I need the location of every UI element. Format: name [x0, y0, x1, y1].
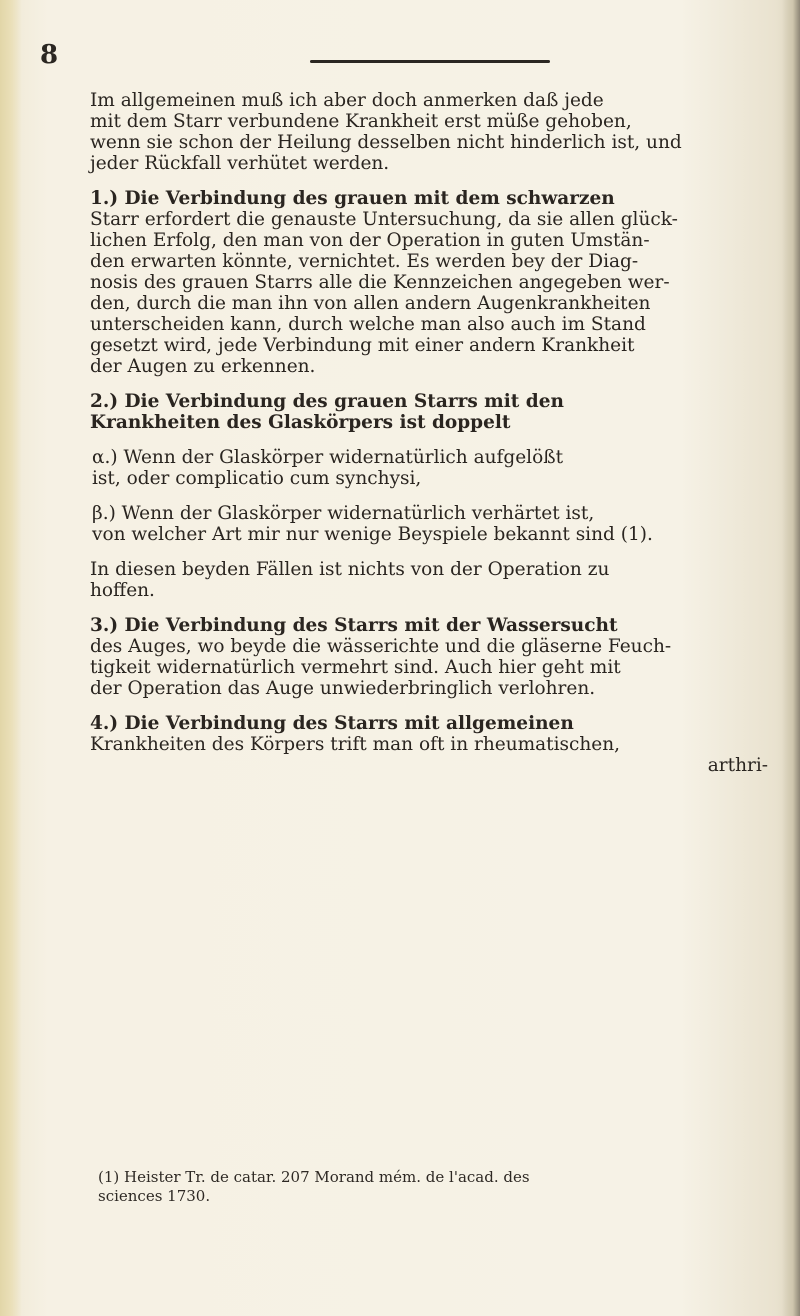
paragraph-section-1 — [68, 188, 768, 377]
text-line: wenn sie schon der Heilung desselben nicht hinderlich ist, und — [90, 132, 682, 153]
text-line: β.) Wenn der Glaskörper widernatürlich verhärtet ist, — [92, 503, 595, 524]
text-line: In diesen beyden Fällen ist nichts von der Operation zu — [90, 559, 610, 580]
page-left-edge — [0, 0, 22, 1316]
section-heading: 3.) Die Verbindung des Starrs mit der Wassersucht — [90, 615, 618, 636]
paragraph-section-2-alpha — [92, 447, 768, 489]
text-line: ist, oder complicatio cum synchysi, — [92, 468, 422, 489]
paragraph-section-2-conclusion — [68, 559, 768, 601]
text-line: von welcher Art mir nur wenige Beyspiele bekannt sind (1). — [92, 524, 653, 545]
text-line: Starr erfordert die genauste Untersuchung, da sie allen glück- — [90, 209, 678, 230]
text-line: tigkeit widernatürlich vermehrt sind. Auch hier geht mit — [90, 657, 621, 678]
footnote — [98, 1168, 748, 1206]
text-line: unterscheiden kann, durch welche man also auch im Stand — [90, 314, 646, 335]
header-rule — [310, 60, 550, 63]
paragraph-intro — [68, 90, 768, 174]
text-line: den, durch die man ihn von allen andern Augenkrankheiten — [90, 293, 651, 314]
text-line: den erwarten könnte, vernichtet. Es werden bey der Diag- — [90, 251, 639, 272]
paragraph-section-2-beta — [92, 503, 768, 545]
page-right-edge — [782, 0, 800, 1316]
paragraph-section-4 — [68, 713, 768, 776]
footnote-line: (1) Heister Tr. de catar. 207 Morand mém. de l'acad. des — [98, 1168, 530, 1186]
paragraph-section-3 — [68, 615, 768, 699]
section-heading: 1.) Die Verbindung des grauen mit dem schwarzen — [90, 188, 615, 209]
text-line: nosis des grauen Starrs alle die Kennzeichen angegeben wer- — [90, 272, 670, 293]
text-line: jeder Rückfall verhütet werden. — [90, 153, 390, 174]
text-line: hoffen. — [90, 580, 155, 601]
text-line: Krankheiten des Körpers trift man oft in rheumatischen, — [90, 734, 621, 755]
footnote-line: sciences 1730. — [98, 1187, 211, 1205]
text-line: Im allgemeinen muß ich aber doch anmerken daß jede — [90, 90, 604, 111]
text-line: Krankheiten des Glaskörpers ist doppelt — [90, 412, 511, 433]
text-line: des Auges, wo beyde die wässerichte und die gläserne Feuch- — [90, 636, 672, 657]
text-line: α.) Wenn der Glaskörper widernatürlich aufgelößt — [92, 447, 564, 468]
page-number: 8 — [40, 40, 59, 70]
section-heading: 4.) Die Verbindung des Starrs mit allgemeinen — [90, 713, 574, 734]
text-line: gesetzt wird, jede Verbindung mit einer andern Krankheit — [90, 335, 635, 356]
paragraph-section-2 — [68, 391, 768, 433]
text-line: mit dem Starr verbundene Krankheit erst müße gehoben, — [90, 111, 632, 132]
section-heading: 2.) Die Verbindung des grauen Starrs mit den — [90, 391, 564, 412]
text-line: der Operation das Auge unwiederbringlich verlohren. — [90, 678, 596, 699]
page-body — [68, 90, 768, 790]
text-line: der Augen zu erkennen. — [90, 356, 316, 377]
page-header — [40, 40, 740, 70]
text-line: lichen Erfolg, den man von der Operation in guten Umstän- — [90, 230, 650, 251]
catchword: arthri- — [707, 755, 768, 776]
